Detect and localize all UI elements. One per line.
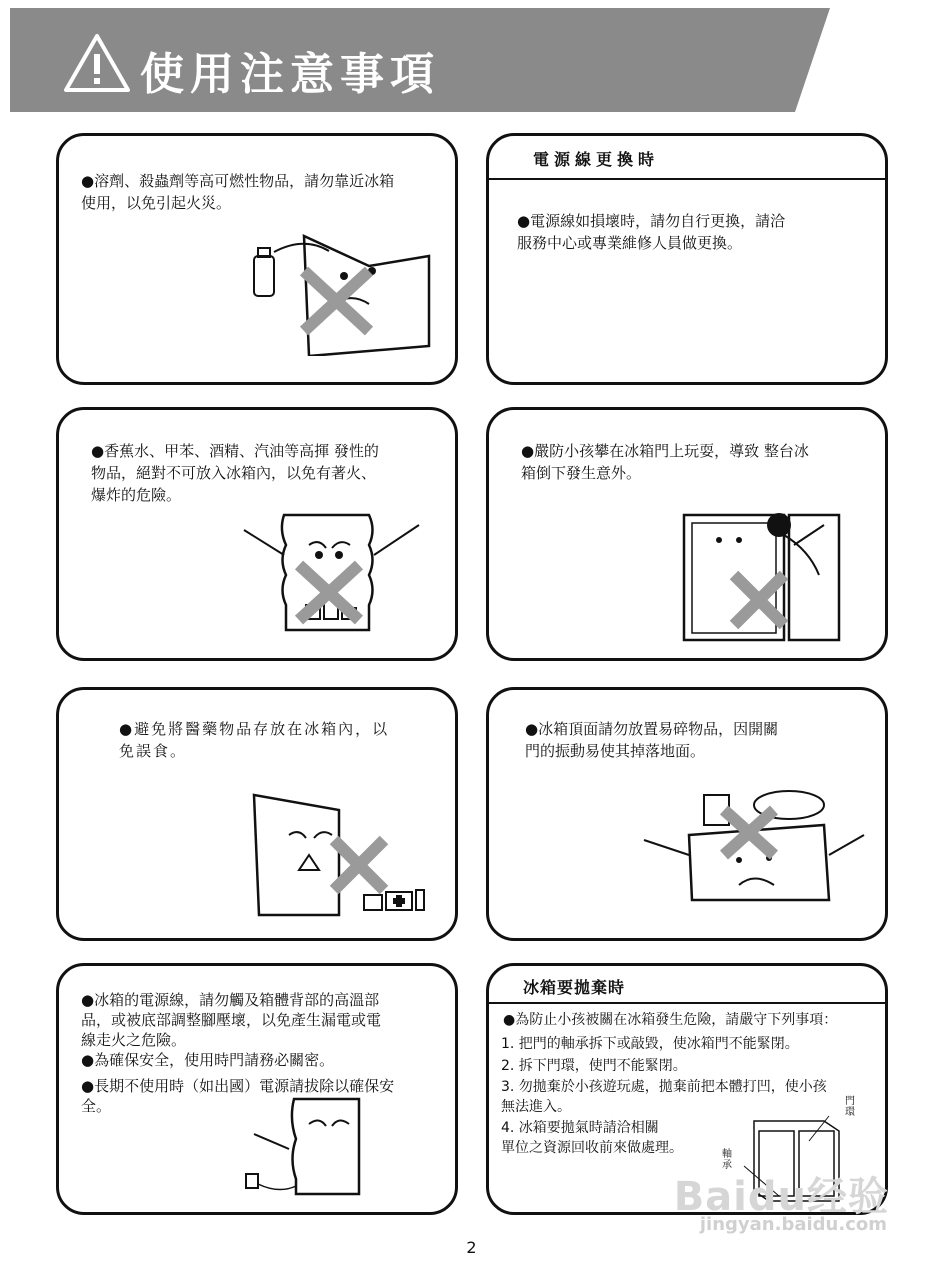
card-flammables <box>56 133 458 385</box>
scared-fridge-illustration <box>224 510 444 640</box>
card-fragile-on-top <box>486 687 888 941</box>
card-text: ●避免將醫藥物品存放在冰箱內，以 免誤食。 <box>119 720 390 760</box>
list-item: ●為確保安全，使用時門請務必關密。 <box>81 1051 335 1069</box>
child-on-fridge-door-illustration <box>674 505 874 645</box>
list-item: 2. 拆下門環，使門不能緊閉。 <box>501 1058 687 1074</box>
list-item: 4. 冰箱要拋氣時請洽相關 單位之資源回收前來做處理。 <box>501 1120 683 1156</box>
list-item: 1. 把門的軸承拆下或敲毀，使冰箱門不能緊閉。 <box>501 1036 799 1052</box>
list-item: 3. 勿拋棄於小孩遊玩處，拋棄前把本體打凹，使小孩 無法進入。 <box>501 1079 827 1115</box>
fridge-medicine-illustration <box>244 790 444 925</box>
card-header-title: 冰箱要拋棄時 <box>523 978 626 997</box>
card-text: ●電源線如損壞時，請勿自行更換，請洽 服務中心或專業維修人員做更換。 <box>517 212 786 252</box>
card-header <box>489 966 885 1004</box>
unplug-fridge-illustration <box>234 1094 394 1204</box>
card-text: ●香蕉水、甲苯、酒精、汽油等高揮 發性的 物品，絕對不可放入冰箱內，以免有著火、 爆炸的危險。 <box>91 442 379 504</box>
card-volatile-substances <box>56 407 458 661</box>
card-text: ●冰箱頂面請勿放置易碎物品，因開關 門的振動易使其掉落地面。 <box>525 720 779 760</box>
card-header <box>489 136 885 180</box>
spray-fridge-illustration <box>244 216 444 356</box>
card-power-cord-replacement <box>486 133 888 385</box>
page-number: 2 <box>466 1238 477 1257</box>
card-header-title: 電源線更換時 <box>533 150 660 169</box>
hinge-label: 軸 承 <box>722 1149 732 1171</box>
card-text: ●溶劑、殺蟲劑等高可燃性物品，請勿靠近冰箱 使用，以免引起火災。 <box>81 172 395 212</box>
card-text: ●嚴防小孩攀在冰箱門上玩耍，導致 整台冰 箱倒下發生意外。 <box>521 442 809 482</box>
disposal-intro: ●為防止小孩被關在冰箱發生危險，請嚴守下列事項： <box>503 1012 838 1028</box>
list-item: ●冰箱的電源線，請勿觸及箱體背部的高溫部 品，或被底部調整腳壓壞，以免產生漏電或電 線走火之危險。 <box>81 991 382 1049</box>
list-item: ●長期不使用時（如出國）電源請拔除以確保安 全。 <box>81 1077 395 1115</box>
watermark-url: jingyan.baidu.com <box>699 1214 887 1235</box>
card-power-cord-safety <box>56 963 458 1215</box>
falling-objects-illustration <box>634 780 874 905</box>
card-medicine-storage <box>56 687 458 941</box>
card-child-climbing <box>486 407 888 661</box>
ring-label: 門 環 <box>845 1096 855 1118</box>
watermark-logo: Baidu经验 <box>673 1174 889 1220</box>
page-title: 使用注意事項 <box>140 49 440 100</box>
